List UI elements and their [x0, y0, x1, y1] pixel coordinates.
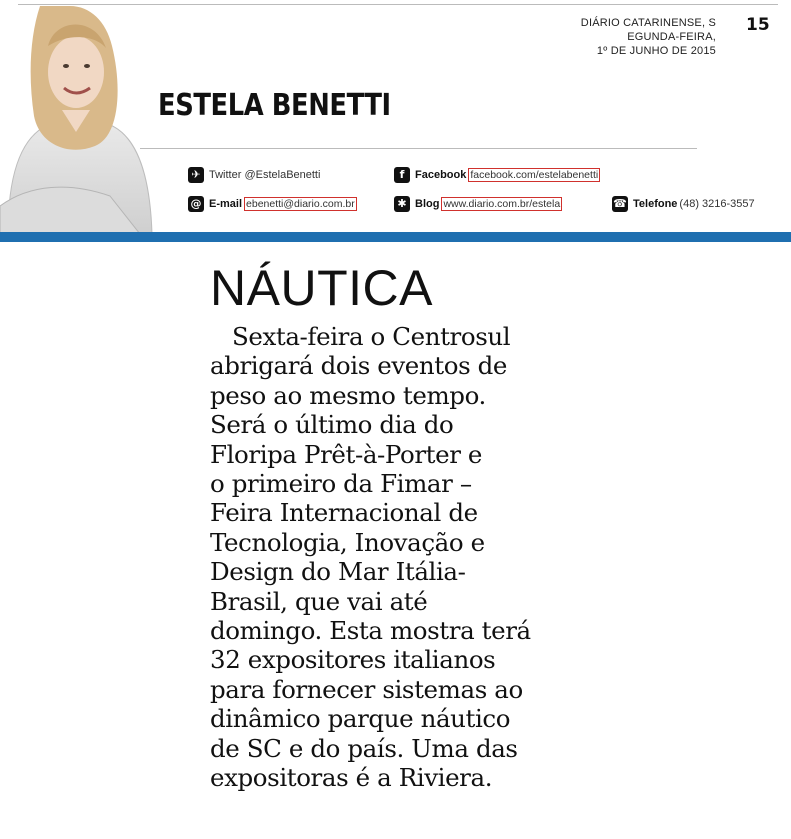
- page-number: 15: [746, 15, 770, 35]
- columnist-portrait: [0, 6, 158, 234]
- facebook-contact[interactable]: [394, 167, 600, 183]
- article-line: de SC e do país. Uma das: [210, 733, 518, 763]
- blog-icon: ✱: [394, 196, 410, 212]
- phone-contact[interactable]: [612, 196, 755, 212]
- facebook-label: Facebook: [415, 169, 467, 181]
- publication-info: [560, 16, 716, 58]
- article-body: [210, 322, 530, 793]
- article-line: Design do Mar Itália-: [210, 557, 466, 587]
- article-line: Brasil, que vai até: [210, 586, 428, 616]
- article-line: Sexta-feira o Centrosul: [232, 322, 511, 351]
- article-line: Será o último dia do: [210, 410, 454, 440]
- phone-icon: ☎: [613, 197, 627, 210]
- article-line: Tecnologia, Inovação e: [210, 527, 485, 557]
- name-divider: [140, 148, 697, 149]
- email-label: E-mail: [209, 198, 243, 210]
- article-line: abrigará dois eventos de: [210, 351, 508, 381]
- facebook-icon: f: [394, 167, 410, 183]
- article-line: para fornecer sistemas ao: [210, 674, 523, 704]
- columnist-name: ESTELA BENETTI: [158, 88, 391, 123]
- top-rule: [18, 4, 778, 5]
- facebook-link[interactable]: facebook.com/estelabenetti: [470, 169, 599, 181]
- phone-label: Telefone: [633, 198, 678, 210]
- article-line: expositoras é a Riviera.: [210, 763, 493, 793]
- at-icon: @: [188, 196, 204, 212]
- publication-line-3: 1º DE JUNHO DE 2015: [596, 45, 716, 57]
- accent-bar: [0, 232, 791, 242]
- article-headline: NÁUTICA: [210, 260, 433, 316]
- email-contact[interactable]: [188, 196, 357, 212]
- blog-label: Blog: [415, 198, 440, 210]
- twitter-icon: ✈: [188, 167, 204, 183]
- email-link[interactable]: ebenetti@diario.com.br: [246, 198, 355, 210]
- article-line: dinâmico parque náutico: [210, 704, 511, 734]
- article-line: 32 expositores italianos: [210, 645, 496, 675]
- article-line: Feira Internacional de: [210, 498, 478, 528]
- twitter-contact[interactable]: [188, 167, 320, 183]
- phone-number: (48) 3216-3557: [679, 198, 755, 210]
- article-line: peso ao mesmo tempo.: [210, 380, 486, 410]
- blog-contact[interactable]: [394, 196, 562, 212]
- article-line: domingo. Esta mostra terá: [210, 616, 531, 646]
- article-line: o primeiro da Fimar –: [210, 469, 472, 499]
- blog-link[interactable]: www.diario.com.br/estela: [443, 198, 561, 210]
- publication-line-1: DIÁRIO CATARINENSE, S: [580, 17, 716, 29]
- publication-line-2: EGUNDA-FEIRA,: [627, 31, 716, 43]
- article-line: Floripa Prêt-à-Porter e: [210, 439, 483, 469]
- twitter-handle: Twitter @EstelaBenetti: [209, 169, 321, 181]
